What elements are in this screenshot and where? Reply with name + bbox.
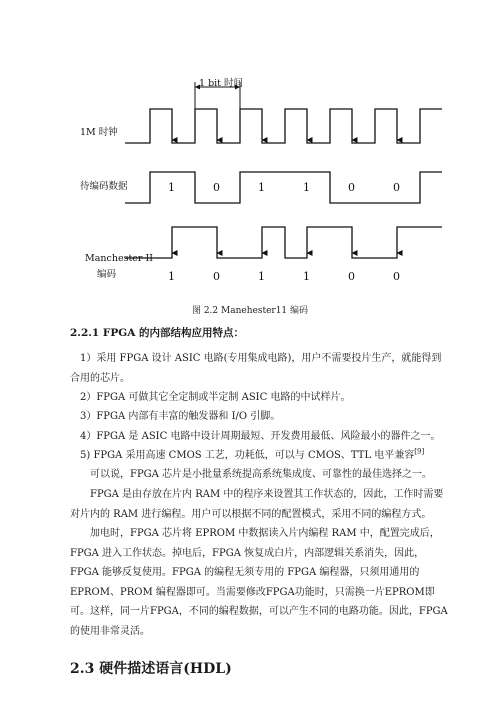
paragraph: 4）FPGA 是 ASIC 电路中设计周期最短、开发费用最低、风险最小的器件之一。 [80, 431, 441, 442]
data-bit: 1 [168, 181, 175, 194]
data-bit: 0 [393, 181, 400, 194]
paragraph: 可以说，FPGA 芯片是小批量系统提高系统集成度、可靠性的最佳选择之一。 [90, 469, 433, 480]
data-bit: 0 [348, 181, 355, 194]
timing-diagram-svg [0, 0, 500, 300]
manchester-waveform [125, 227, 442, 258]
paragraph: 3）FPGA 内部有丰富的触发器和 I/O 引脚。 [80, 411, 281, 422]
manchester-bit: 1 [303, 270, 310, 283]
clock-waveform [125, 109, 442, 143]
manchester-bit: 0 [213, 270, 220, 283]
paragraph: FPGA 是由存放在片内 RAM 中的程序来设置其工作状态的，因此，工作时需要对片内的 RAM 进行编程。用户可以根据不同的配置模式，采用不同的编程方式。 [70, 489, 444, 520]
section-heading: 2.2.1 FPGA 的内部结构应用特点： [70, 327, 245, 339]
chapter-heading: 2.3 硬件描述语言(HDL) [70, 661, 232, 677]
figure-caption: 图 2.2 Manehester11 编码 [191, 306, 309, 316]
manchester-bit: 0 [348, 270, 355, 283]
paragraph: 1）采用 FPGA 设计 ASIC 电路(专用集成电路)，用户不需要投片生产，就能得到合用的芯片。 [70, 353, 442, 384]
manchester-label-line1: Manchester II [85, 253, 153, 264]
manchester-label-line2: 编码 [97, 269, 117, 280]
clock-label: 1M 时钟 [80, 127, 118, 138]
data-label: 待编码数据 [80, 181, 128, 192]
data-bit: 1 [303, 181, 310, 194]
paragraph: 加电时，FPGA 芯片将 EPROM 中数据读入片内编程 RAM 中，配置完成后，FPGA 进入工作状态。掉电后，FPGA 恢复成白片，内部逻辑关系消失，因此，FPGA 能够反复使用。FPGA 的编程无须专用的 FPGA 编程器，只须用通用的 EPROM、PROM 编程器即可。当需要修改FPGA功能时，只需换一片EPROM即可。这样，同一片FPGA，不同的编程数据，可以产生不同的电路功能。因此，FPGA 的使用非常灵活。 [70, 528, 448, 637]
paragraph: 2）FPGA 可做其它全定制或半定制 ASIC 电路的中试样片。 [80, 392, 351, 403]
manchester-bit: 0 [393, 270, 400, 283]
data-bit: 0 [213, 181, 220, 194]
manchester-bit: 1 [258, 270, 265, 283]
manchester-bit: 1 [168, 270, 175, 283]
data-bit: 1 [258, 181, 265, 194]
reference-mark: [9] [414, 447, 425, 456]
manchester-timing-diagram [0, 0, 500, 300]
bit-time-label: 1 bit 时间 [199, 78, 244, 89]
paragraph-text: 5) FPGA 采用高速 CMOS 工艺，功耗低，可以与 CMOS、TTL 电平兼容 [80, 450, 415, 461]
paragraph-with-reference [70, 446, 450, 466]
